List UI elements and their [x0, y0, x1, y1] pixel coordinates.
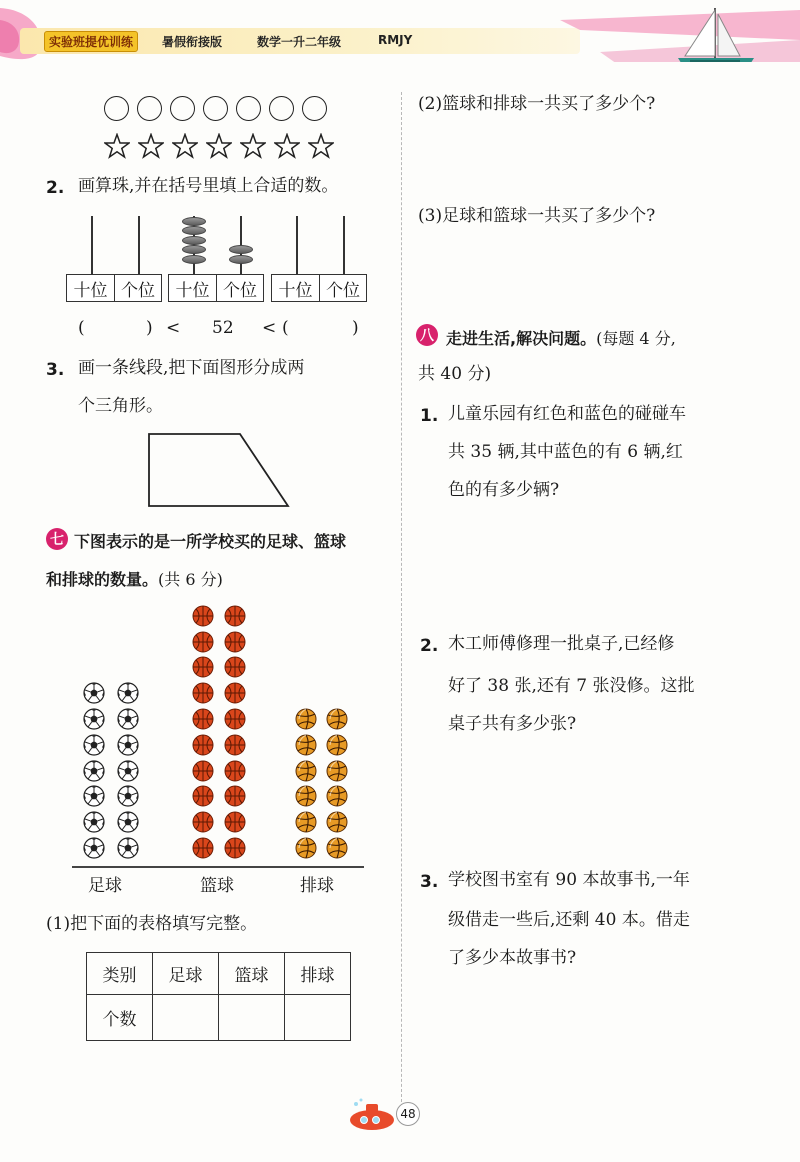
- abacus-3-base: [271, 274, 367, 302]
- volleyball-icon: [295, 811, 317, 833]
- brand-badge: 实验班提优训练: [44, 31, 138, 52]
- basketball-icon: [224, 760, 246, 782]
- abacus-1-ones-label: 个位: [114, 275, 161, 301]
- answer-cell-football[interactable]: [153, 995, 219, 1041]
- volleyball-icon: [326, 708, 348, 730]
- star-shape: [172, 133, 198, 159]
- football-icon: [83, 682, 105, 704]
- basketball-icon: [224, 785, 246, 807]
- header-category: 类别: [87, 953, 153, 995]
- row-label-count: 个数: [87, 995, 153, 1041]
- question-3-number: 3.: [46, 360, 65, 380]
- basketball-icon: [192, 656, 214, 678]
- section-8-badge: 八: [416, 324, 438, 346]
- circle-shape: [104, 96, 129, 121]
- category-label-football: 足球: [88, 876, 122, 896]
- football-icon: [117, 811, 139, 833]
- sailboat-icon: [540, 0, 800, 62]
- abacus-3-ones-rod: [343, 216, 345, 274]
- abacus-1-base: [66, 274, 162, 302]
- abacus-1-ones-rod: [138, 216, 140, 274]
- basketball-icon: [192, 785, 214, 807]
- football-icon: [83, 785, 105, 807]
- volleyball-icon: [295, 734, 317, 756]
- answer-cell-volleyball[interactable]: [285, 995, 351, 1041]
- section-8-score-2: 共 40 分): [418, 364, 492, 384]
- abacus-3-tens-label: 十位: [278, 280, 313, 301]
- volleyball-icon: [295, 708, 317, 730]
- basketball-icon: [192, 708, 214, 730]
- problem-3-number: 3.: [420, 872, 439, 892]
- star-shape: [206, 133, 232, 159]
- problem-1-line-1: 儿童乐园有红色和蓝色的碰碰车: [448, 404, 686, 424]
- basketball-icon: [224, 734, 246, 756]
- column-divider: [401, 92, 402, 1122]
- edition-label: 暑假衔接版: [162, 35, 223, 49]
- trapezoid-shape[interactable]: [140, 428, 300, 512]
- circle-shape: [137, 96, 162, 121]
- section-7-title-line-2: 和排球的数量。(共 6 分): [46, 570, 223, 589]
- football-icon: [83, 760, 105, 782]
- football-icon: [117, 785, 139, 807]
- abacus-2-ones-bead: [229, 245, 253, 254]
- star-shape: [308, 133, 334, 159]
- football-icon: [83, 837, 105, 859]
- football-icon: [83, 734, 105, 756]
- football-icon: [117, 837, 139, 859]
- abacus-2-base: [168, 274, 264, 302]
- section-8-title: 走进生活,解决问题。(每题 4 分,: [446, 329, 676, 348]
- circle-shape: [170, 96, 195, 121]
- volleyball-icon: [295, 760, 317, 782]
- football-icon: [117, 760, 139, 782]
- section-7-title-line-1: 下图表示的是一所学校买的足球、篮球: [74, 532, 347, 551]
- less-than-2: <: [262, 318, 277, 338]
- football-icon: [83, 708, 105, 730]
- circle-shape: [203, 96, 228, 121]
- header-basketball: 篮球: [219, 953, 285, 995]
- circle-shape: [302, 96, 327, 121]
- football-icon: [83, 811, 105, 833]
- question-2-text: 画算珠,并在括号里填上合适的数。: [78, 176, 339, 196]
- abacus-2-tens-label: 十位: [175, 280, 210, 301]
- volleyball-icon: [295, 837, 317, 859]
- problem-2-line-2: 好了 38 张,还有 7 张没修。这批: [448, 676, 695, 696]
- star-shapes-row: [104, 133, 334, 159]
- star-shape: [104, 133, 130, 159]
- less-than-1: <: [166, 318, 181, 338]
- blank-2-close: ): [352, 318, 359, 338]
- sub-question-1: (1)把下面的表格填写完整。: [46, 914, 258, 934]
- section-8-score-1: (每题 4 分,: [596, 329, 676, 348]
- sub-question-2: (2)篮球和排球一共买了多少个?: [418, 94, 656, 114]
- abacus-2-ones-label: 个位: [216, 275, 263, 301]
- star-shape: [138, 133, 164, 159]
- abacus-2-tens-bead: [182, 217, 206, 226]
- football-icon: [117, 734, 139, 756]
- problem-1-line-2: 共 35 辆,其中蓝色的有 6 辆,红: [448, 442, 683, 462]
- page-number: 48: [396, 1102, 420, 1126]
- basketball-icon: [192, 760, 214, 782]
- football-icon: [117, 682, 139, 704]
- circle-shape: [269, 96, 294, 121]
- basketball-icon: [224, 656, 246, 678]
- basketball-icon: [192, 837, 214, 859]
- abacus-2-tens-bead: [182, 236, 206, 245]
- table-row: [87, 953, 351, 995]
- question-2-number: 2.: [46, 178, 65, 198]
- basketball-icon: [192, 605, 214, 627]
- subject-label: 数学一升二年级: [257, 35, 342, 49]
- abacus-2-tens-bead: [182, 226, 206, 235]
- code-label: RMJY: [378, 33, 413, 47]
- comparison-value: 52: [212, 318, 234, 338]
- circle-shapes-row: [104, 96, 327, 121]
- star-shape: [240, 133, 266, 159]
- header-volleyball: 排球: [285, 953, 351, 995]
- section-7-score: (共 6 分): [158, 570, 223, 589]
- basketball-icon: [224, 837, 246, 859]
- star-shape: [274, 133, 300, 159]
- volleyball-icon: [326, 734, 348, 756]
- basketball-icon: [224, 682, 246, 704]
- question-3-line-2: 个三角形。: [78, 396, 163, 416]
- abacus-2-tens-bead: [182, 245, 206, 254]
- basketball-icon: [192, 631, 214, 653]
- basketball-icon: [192, 682, 214, 704]
- blank-1-close: ): [146, 318, 153, 338]
- section-7-badge: 七: [46, 528, 68, 550]
- fill-in-table: [86, 952, 351, 1041]
- problem-2-line-3: 桌子共有多少张?: [448, 714, 577, 734]
- problem-3-line-3: 了多少本故事书?: [448, 948, 577, 968]
- chart-baseline: [72, 866, 364, 868]
- problem-1-line-3: 色的有多少辆?: [448, 480, 560, 500]
- submarine-icon: [346, 1096, 400, 1136]
- header-football: 足球: [153, 953, 219, 995]
- basketball-icon: [224, 631, 246, 653]
- basketball-icon: [224, 708, 246, 730]
- sub-question-3: (3)足球和篮球一共买了多少个?: [418, 206, 656, 226]
- abacus-1-tens-rod: [91, 216, 93, 274]
- answer-cell-basketball[interactable]: [219, 995, 285, 1041]
- abacus-2-tens-bead: [182, 255, 206, 264]
- abacus-2-ones-bead: [229, 255, 253, 264]
- page-header: [0, 0, 800, 62]
- table-row: [87, 995, 351, 1041]
- basketball-icon: [224, 605, 246, 627]
- abacus-3-ones-label: 个位: [319, 275, 366, 301]
- category-label-volleyball: 排球: [300, 876, 334, 896]
- problem-2-number: 2.: [420, 636, 439, 656]
- problem-2-line-1: 木工师傅修理一批桌子,已经修: [448, 634, 675, 654]
- question-3-line-1: 画一条线段,把下面图形分成两: [78, 358, 305, 378]
- volleyball-icon: [326, 760, 348, 782]
- volleyball-icon: [326, 785, 348, 807]
- volleyball-icon: [295, 785, 317, 807]
- football-icon: [117, 708, 139, 730]
- volleyball-icon: [326, 811, 348, 833]
- abacus-3-tens-rod: [296, 216, 298, 274]
- basketball-icon: [192, 734, 214, 756]
- basketball-icon: [224, 811, 246, 833]
- circle-shape: [236, 96, 261, 121]
- abacus-1-tens-label: 十位: [73, 280, 108, 301]
- volleyball-icon: [326, 837, 348, 859]
- problem-3-line-1: 学校图书室有 90 本故事书,一年: [448, 870, 690, 890]
- blank-2-open[interactable]: (: [282, 318, 289, 338]
- problem-3-line-2: 级借走一些后,还剩 40 本。借走: [448, 910, 690, 930]
- blank-1-open[interactable]: (: [78, 318, 85, 338]
- problem-1-number: 1.: [420, 406, 439, 426]
- basketball-icon: [192, 811, 214, 833]
- category-label-basketball: 篮球: [200, 876, 234, 896]
